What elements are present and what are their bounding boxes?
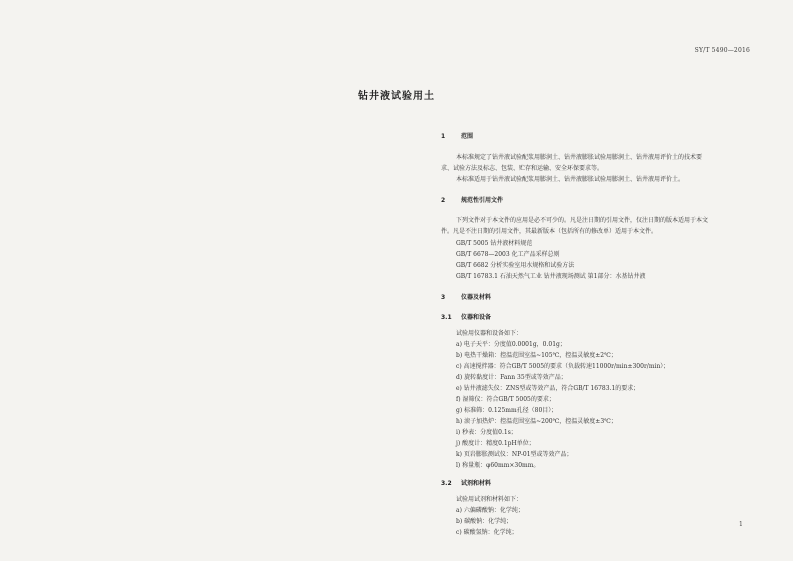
body-text-line: 试验用仪器和设备如下： xyxy=(456,330,523,337)
list-item: h) 滚子加热炉：控温范围室温~200℃，控温灵敏度±3℃； xyxy=(456,418,617,425)
standard-code: SY/T 5490—2016 xyxy=(694,47,750,54)
body-text-line: 下列文件对于本文件的应用是必不可少的。凡是注日期的引用文件，仅注日期的版本适用于本文 xyxy=(456,217,709,224)
reference-item: GB/T 16783.1 石油天然气工业 钻井液现场测试 第1部分：水基钻井液 xyxy=(456,273,646,280)
section-heading-3: 3 仪器及材料 xyxy=(441,294,492,301)
list-item: f) 湿筛仪：符合GB/T 5005的要求； xyxy=(456,396,555,403)
section-heading-1: 1 范围 xyxy=(441,133,474,140)
list-item: a) 六偏磷酸钠：化学纯； xyxy=(456,507,524,514)
list-item: i) 秒表：分度值0.1s； xyxy=(456,429,517,436)
body-text-line: 试验用试剂和材料如下： xyxy=(456,496,523,503)
list-item: d) 旋转黏度计：Fann 35型或等效产品； xyxy=(456,374,567,381)
list-item: b) 电热干燥箱：控温范围室温~105℃，控温灵敏度±2℃； xyxy=(456,352,617,359)
list-item: c) 高速搅拌器：符合GB/T 5005的要求（负载转速11000r/min±300r/min）； xyxy=(456,363,670,370)
body-text-line: 本标准规定了钻井液试验配浆用膨润土、钻井液膨胀试验用膨润土、钻井液用评价土的技术要 xyxy=(456,154,703,161)
reference-item: GB/T 6682 分析实验室用水规格和试验方法 xyxy=(456,262,575,269)
list-item: a) 电子天平：分度值0.0001g，0.01g； xyxy=(456,341,566,348)
list-item: k) 页岩膨胀测试仪：NP-01型或等效产品； xyxy=(456,451,573,458)
section-heading-3-2: 3.2 试剂和材料 xyxy=(441,480,492,487)
body-text-line: 件。凡是不注日期的引用文件，其最新版本（包括所有的修改单）适用于本文件。 xyxy=(441,228,658,235)
list-item: j) 酸度计：精度0.1pH单位； xyxy=(456,440,535,447)
page-number: 1 xyxy=(739,521,743,528)
body-text-line: 本标准适用于钻井液试验配浆用膨润土、钻井液膨胀试验用膨润土、钻井液用评价土。 xyxy=(456,176,685,183)
section-heading-3-1: 3.1 仪器和设备 xyxy=(441,314,492,321)
list-item: c) 碳酸氢钠：化学纯； xyxy=(456,529,518,536)
body-text-line: 求、试验方法及标志、包装、贮存和运输、安全环保要求等。 xyxy=(441,165,604,172)
reference-item: GB/T 5005 钻井液材料规范 xyxy=(456,240,533,247)
list-item: l) 称量瓶：φ60mm×30mm。 xyxy=(456,462,540,469)
document-title: 钻井液试验用土 xyxy=(358,91,435,102)
list-item: b) 碳酸钠：化学纯； xyxy=(456,518,513,525)
reference-item: GB/T 6678—2003 化工产品采样总则 xyxy=(456,251,560,258)
section-heading-2: 2 规范性引用文件 xyxy=(441,197,504,204)
list-item: g) 标准筛：0.125mm孔径（80目）； xyxy=(456,407,558,414)
list-item: e) 钻井液滤失仪：ZNS型或等效产品，符合GB/T 16783.1的要求； xyxy=(456,385,640,392)
